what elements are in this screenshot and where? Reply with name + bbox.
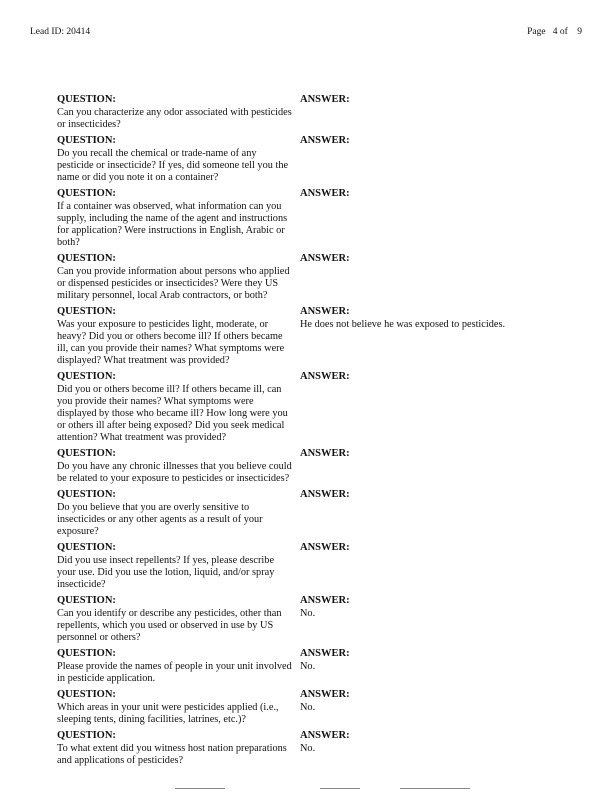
question-label: QUESTION:: [57, 730, 116, 741]
answer-block: [300, 488, 577, 538]
question-label: QUESTION:: [57, 135, 116, 146]
answer-block: [300, 252, 577, 302]
question-block: [57, 594, 300, 644]
answer-block: [300, 594, 577, 644]
question-text: or dispensed pesticides or insecticides? Were they US: [57, 278, 279, 289]
question-block: [57, 134, 300, 184]
qa-list: [57, 93, 577, 770]
question-text: insecticides or any other agents as a result of your: [57, 514, 263, 525]
qa-row: [57, 134, 577, 184]
qa-row: [57, 447, 577, 485]
answer-block: [300, 93, 577, 131]
question-text: Did you or others become ill? If others became ill, can: [57, 384, 282, 395]
question-text: Do you believe that you are overly sensitive to: [57, 502, 250, 513]
answer-block: [300, 187, 577, 249]
answer-label: ANSWER:: [300, 595, 350, 606]
answer-block: [300, 647, 577, 685]
qa-row: [57, 647, 577, 685]
answer-label: ANSWER:: [300, 730, 350, 741]
answer-block: [300, 370, 577, 444]
answer-label: ANSWER:: [300, 94, 350, 105]
question-block: [57, 305, 300, 367]
question-text: Did you use insect repellents? If yes, please describe: [57, 555, 275, 566]
answer-text: No.: [300, 702, 316, 713]
question-text: military personnel, local Arab contractors, or both?: [57, 290, 268, 301]
question-text: supply, including the name of the agent and instructions: [57, 213, 288, 224]
answer-text: No.: [300, 661, 316, 672]
question-block: [57, 729, 300, 767]
question-label: QUESTION:: [57, 689, 116, 700]
question-label: QUESTION:: [57, 306, 116, 317]
question-text: Please provide the names of people in your unit involved: [57, 661, 292, 672]
answer-label: ANSWER:: [300, 306, 350, 317]
question-text: both?: [57, 237, 80, 248]
qa-row: [57, 594, 577, 644]
answer-label: ANSWER:: [300, 188, 350, 199]
answer-block: [300, 134, 577, 184]
qa-row: [57, 541, 577, 591]
answer-block: [300, 447, 577, 485]
qa-row: [57, 688, 577, 726]
answer-text: No.: [300, 743, 316, 754]
question-text: displayed? What treatment was provided?: [57, 355, 230, 366]
qa-row: [57, 252, 577, 302]
question-block: [57, 447, 300, 485]
question-label: QUESTION:: [57, 595, 116, 606]
question-text: insecticide?: [57, 579, 106, 590]
question-label: QUESTION:: [57, 648, 116, 659]
question-text: in pesticide application.: [57, 673, 156, 684]
question-text: personnel or others?: [57, 632, 141, 643]
question-text: attention? What treatment was provided?: [57, 432, 227, 443]
question-block: [57, 93, 300, 131]
qa-row: [57, 93, 577, 131]
question-text: displayed by those who became ill? How long were you: [57, 408, 288, 419]
answer-label: ANSWER:: [300, 689, 350, 700]
answer-label: ANSWER:: [300, 253, 350, 264]
question-label: QUESTION:: [57, 448, 116, 459]
scan-mark: [320, 788, 360, 789]
question-text: Do you recall the chemical or trade-name of any: [57, 148, 257, 159]
qa-row: [57, 370, 577, 444]
answer-label: ANSWER:: [300, 371, 350, 382]
question-text: Can you provide information about persons who applied: [57, 266, 290, 277]
page-number: Page 4 of 9: [527, 27, 582, 37]
question-text: or insecticides?: [57, 119, 121, 130]
question-block: [57, 187, 300, 249]
question-text: name or did you note it on a container?: [57, 172, 219, 183]
scan-mark: [175, 788, 225, 789]
question-text: If a container was observed, what information can you: [57, 201, 282, 212]
qa-row: [57, 488, 577, 538]
question-label: QUESTION:: [57, 188, 116, 199]
question-text: and applications of pesticides?: [57, 755, 184, 766]
qa-row: [57, 305, 577, 367]
question-block: [57, 488, 300, 538]
question-text: sleeping tents, dining facilities, latrines, etc.)?: [57, 714, 247, 725]
question-label: QUESTION:: [57, 489, 116, 500]
question-block: [57, 541, 300, 591]
question-text: pesticide or insecticide? If yes, did someone tell you the: [57, 160, 289, 171]
answer-label: ANSWER:: [300, 542, 350, 553]
answer-label: ANSWER:: [300, 448, 350, 459]
qa-row: [57, 729, 577, 767]
answer-block: [300, 688, 577, 726]
question-label: QUESTION:: [57, 542, 116, 553]
question-text: Do you have any chronic illnesses that you believe could: [57, 461, 292, 472]
question-text: Can you characterize any odor associated with pesticides: [57, 107, 292, 118]
answer-block: [300, 305, 577, 367]
scan-mark: [400, 788, 470, 789]
question-text: ill, can you provide their names? What symptoms were: [57, 343, 285, 354]
question-text: repellents, which you used or observed in use by US: [57, 620, 274, 631]
question-text: To what extent did you witness host nation preparations: [57, 743, 287, 754]
answer-label: ANSWER:: [300, 648, 350, 659]
answer-label: ANSWER:: [300, 489, 350, 500]
question-block: [57, 370, 300, 444]
answer-block: [300, 541, 577, 591]
question-text: for application? Were instructions in English, Arabic or: [57, 225, 285, 236]
question-label: QUESTION:: [57, 253, 116, 264]
question-text: you provide their names? What symptoms were: [57, 396, 254, 407]
question-text: Can you identify or describe any pesticides, other than: [57, 608, 282, 619]
question-label: QUESTION:: [57, 94, 116, 105]
question-block: [57, 252, 300, 302]
question-block: [57, 647, 300, 685]
question-text: Which areas in your unit were pesticides applied (i.e.,: [57, 702, 279, 713]
answer-block: [300, 729, 577, 767]
question-text: be related to your exposure to pesticides or insecticides?: [57, 473, 290, 484]
question-text: Was your exposure to pesticides light, moderate, or: [57, 319, 269, 330]
question-text: your use. Did you use the lotion, liquid, and/or spray: [57, 567, 275, 578]
question-text: exposure?: [57, 526, 99, 537]
answer-text: No.: [300, 608, 316, 619]
question-text: heavy? Did you or others become ill? If others became: [57, 331, 283, 342]
question-block: [57, 688, 300, 726]
qa-row: [57, 187, 577, 249]
lead-id: Lead ID: 20414: [30, 27, 91, 37]
answer-label: ANSWER:: [300, 135, 350, 146]
answer-text: He does not believe he was exposed to pesticides.: [300, 319, 506, 330]
question-text: or others ill after being exposed? Did you seek medical: [57, 420, 285, 431]
question-label: QUESTION:: [57, 371, 116, 382]
